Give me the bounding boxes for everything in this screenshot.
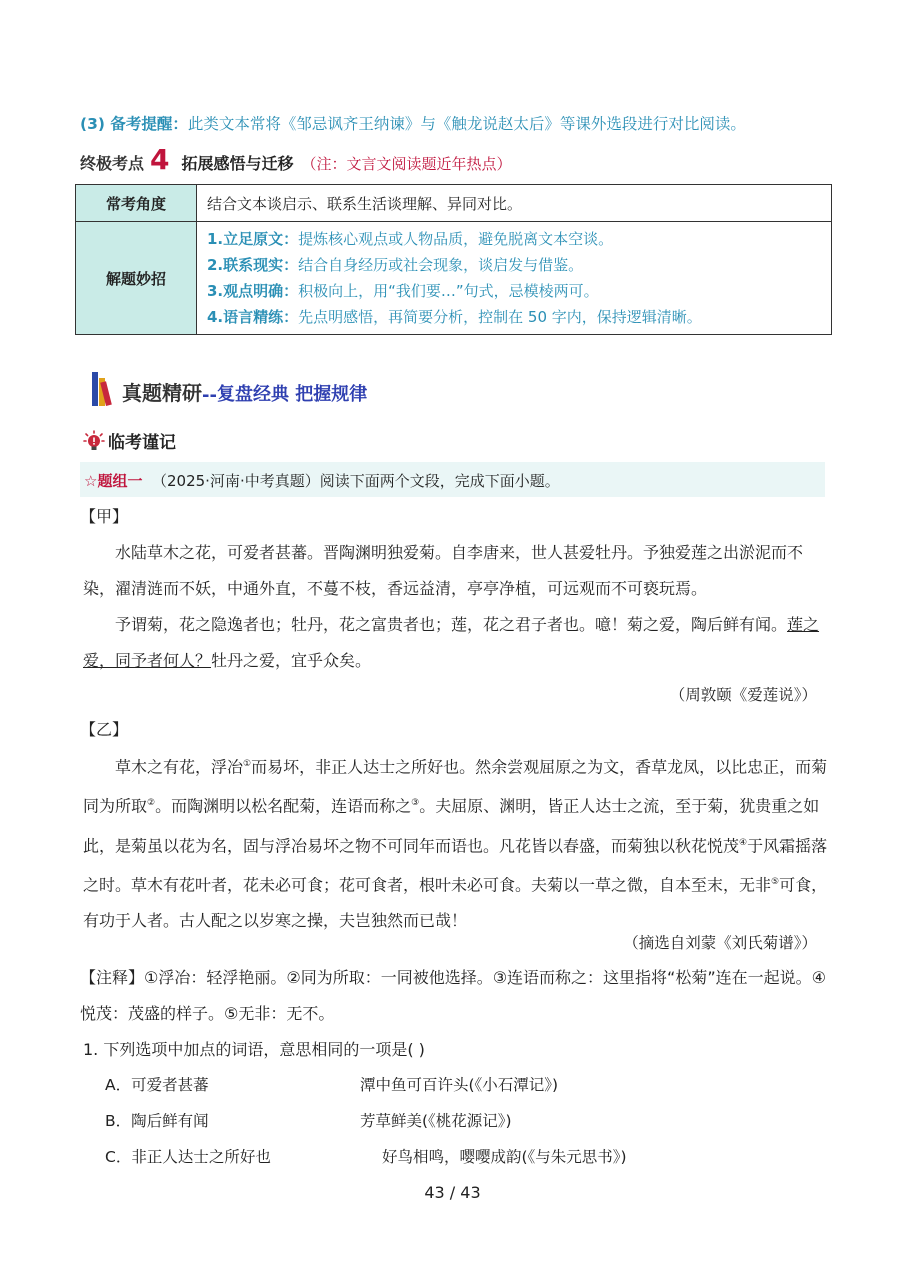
option-c-right: 好鸟相鸣，嘤嘤成韵(《与朱元思书》) — [382, 1148, 627, 1166]
method-item: 4.语言精练：先点明感悟，再简要分析，控制在 50 字内，保持逻辑清晰。 — [207, 308, 702, 326]
table-head-method: 解题妙招 — [76, 222, 197, 335]
alert-bulb-icon — [83, 430, 105, 452]
group-text: （2025·河南·中考真题）阅读下面两个文段，完成下面小题。 — [152, 472, 560, 490]
subsection-heading — [83, 428, 176, 453]
option-c-left: C．非正人达士之所好也 — [105, 1148, 271, 1166]
passage-jia-p2: 予谓菊，花之隐逸者也；牡丹，花之富贵者也；莲，花之君子者也。噫！菊之爱，陶后鲜有闻。莲之爱，同予者何人？牡丹之爱，宜乎众矣。 — [83, 615, 820, 670]
page-number: 43 / 43 — [424, 1183, 481, 1202]
option-a-left: A．可爱者甚蕃 — [105, 1076, 209, 1094]
method-item: 3.观点明确：积极向上，用“我们要…”句式，忌模棱两可。 — [207, 282, 599, 300]
method-item: 1.立足原文：提炼核心观点或人物品质，避免脱离文本空谈。 — [207, 230, 614, 248]
table-row — [76, 222, 832, 335]
passage-jia-label: 【甲】 — [80, 507, 129, 526]
group-heading — [84, 470, 560, 491]
exam-tip — [80, 112, 746, 134]
table-cell-methods — [197, 222, 832, 335]
underlined-sentence: 莲之爱，同予者何人？ — [83, 615, 820, 670]
section-dash: -- — [202, 385, 217, 406]
question-1: 1. 下列选项中加点的词语，意思相同的一项是( ) — [83, 1040, 425, 1059]
table-head-angle: 常考角度 — [76, 185, 197, 222]
keypoint-note: （注：文言文阅读题近年热点） — [301, 155, 512, 173]
passage-yi-body: 草木之有花，浮冶①而易坏，非正人达士之所好也。然余尝观屈原之为文，香草龙凤，以比忠正，而菊同为所取②。而陶渊明以松名配菊，连语而称之③。夫屈原、渊明，皆正人达士之流，至于菊，犹贵重之如此，是菊虽以花为名，固与浮冶易坏之物不可同年而语也。凡花皆以春盛，而菊独以秋花悦茂④于风霜摇落之时。草木有花叶者，花未必可食；花可食者，根叶未必可食。夫菊以一草之微，自本至末，无非⑤可食，有功于人者。古人配之以岁寒之操，夫岂独然而已哉！ — [83, 757, 828, 931]
group-label: ☆题组一 — [84, 472, 143, 490]
subsection-title: 临考谨记 — [108, 433, 176, 453]
section-heading — [92, 372, 367, 406]
keypoint-label: 终极考点 — [80, 154, 145, 173]
section-title: 真题精研 — [122, 381, 202, 405]
books-icon — [92, 372, 120, 406]
keypoint-heading — [80, 143, 512, 176]
exam-tip-label: (3) 备考提醒： — [80, 115, 188, 133]
method-item: 2.联系现实：结合自身经历或社会现象，谈启发与借鉴。 — [207, 256, 584, 274]
passage-jia-source: （周敦颐《爱莲说》） — [669, 686, 817, 704]
keypoint-number: 4 — [150, 143, 170, 176]
keypoint-table — [75, 184, 832, 335]
passage-yi-label: 【乙】 — [80, 720, 129, 739]
section-subtitle: 复盘经典 把握规律 — [216, 384, 368, 405]
table-cell-angle: 结合文本谈启示、联系生活谈理解、异同对比。 — [197, 185, 832, 222]
exam-tip-text: 此类文本常将《邹忌讽齐王纳谏》与《触龙说赵太后》等课外选段进行对比阅读。 — [187, 115, 746, 133]
passage-jia-p1: 水陆草木之花，可爱者甚蕃。晋陶渊明独爱菊。自李唐来，世人甚爱牡丹。予独爱莲之出淤泥而不染，濯清涟而不妖，中通外直，不蔓不枝，香远益清，亭亭净植，可远观而不可亵玩焉。 — [83, 543, 804, 598]
option-b-left: B．陶后鲜有闻 — [105, 1112, 209, 1130]
keypoint-title: 拓展感悟与迁移 — [181, 154, 294, 173]
annotations: 【注释】①浮冶：轻浮艳丽。②同为所取：一同被他选择。③连语而称之：这里指将“松菊”连在一起说。④悦茂：茂盛的样子。⑤无非：无不。 — [80, 968, 826, 1023]
option-a-right: 潭中鱼可百许头(《小石潭记》) — [360, 1076, 559, 1094]
passage-yi-source: （摘选自刘蒙《刘氏菊谱》） — [623, 934, 817, 952]
option-b-right: 芳草鲜美(《桃花源记》) — [360, 1112, 512, 1130]
table-row — [76, 185, 832, 222]
